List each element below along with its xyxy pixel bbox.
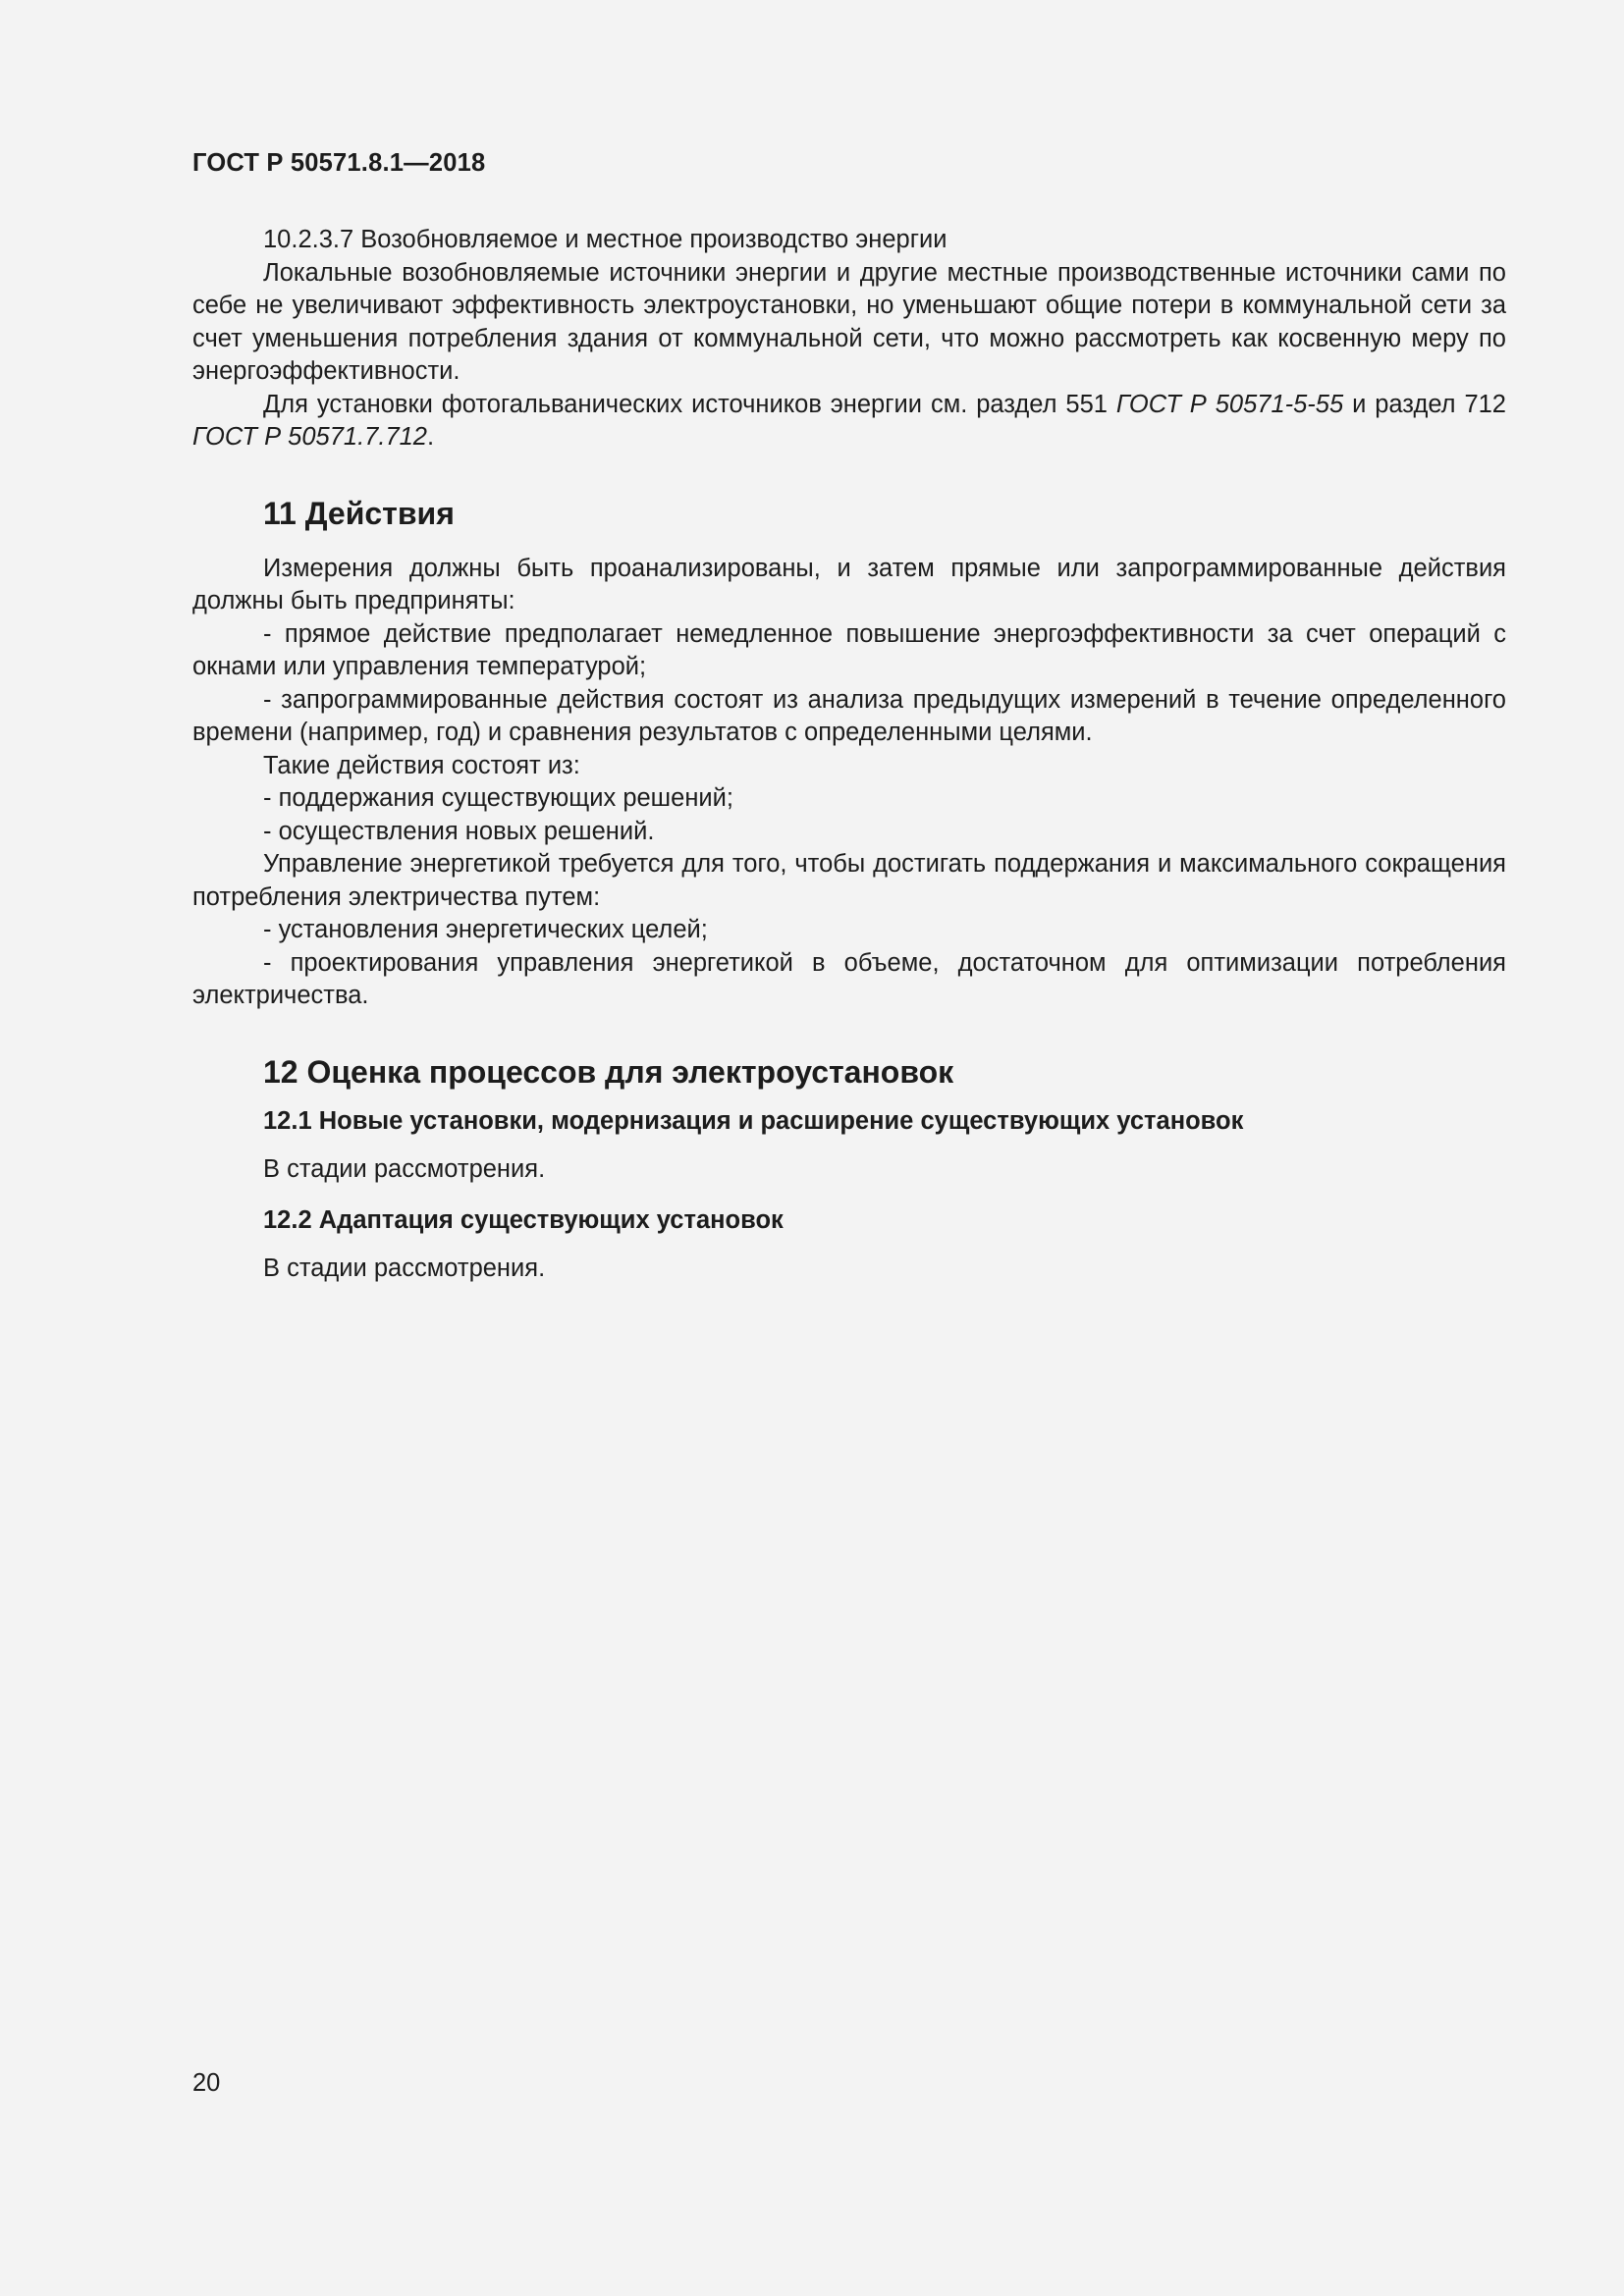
standard-reference: ГОСТ Р 50571-5-55 xyxy=(1115,390,1344,418)
page-number: 20 xyxy=(192,2069,221,2097)
page-body xyxy=(192,224,1506,1286)
list-item: - установления энергетических целей; xyxy=(263,916,708,943)
text-run: . xyxy=(427,423,435,451)
list-item: - осуществления новых решений. xyxy=(263,817,655,845)
list-item: - прямое действие предполагает немедленное повышение энергоэффективности за счет операций с окнами или управления температурой; xyxy=(192,619,1506,680)
section-12-2-heading: 12.2 Адаптация существующих установок xyxy=(263,1205,784,1234)
paragraph: Локальные возобновляемые источники энергии и другие местные производственные источники сами по себе не увеличивают эффективность электроустановки, но уменьшают общие потери в коммунальной сети за счет уменьшения потребления здания от коммунальной сети, что можно рассмотреть как косвенную меру по энергоэффективности. xyxy=(192,258,1506,385)
paragraph: В стадии рассмотрения. xyxy=(263,1255,546,1282)
section-11-heading: 11 Действия xyxy=(263,495,455,531)
paragraph: Измерения должны быть проанализированы, и затем прямые или запрограммированные действия должны быть предприняты: xyxy=(192,554,1506,614)
list-item: - проектирования управления энергетикой в объеме, достаточном для оптимизации потребления электричества. xyxy=(192,948,1506,1009)
section-10-2-3-7-title: 10.2.3.7 Возобновляемое и местное производство энергии xyxy=(263,226,947,253)
list-item: - поддержания существующих решений; xyxy=(263,784,733,812)
section-12-heading: 12 Оценка процессов для электроустановок xyxy=(263,1053,954,1090)
paragraph: Такие действия состоят из: xyxy=(263,751,580,779)
paragraph: В стадии рассмотрения. xyxy=(263,1155,546,1183)
text-run: и раздел 712 xyxy=(1343,390,1506,418)
paragraph-pv-reference xyxy=(192,389,1506,454)
paragraph: Управление энергетикой требуется для того, чтобы достигать поддержания и максимального сокращения потребления электричества путем: xyxy=(192,850,1506,911)
standard-reference: ГОСТ Р 50571.7.712 xyxy=(192,423,427,451)
text-run: Для установки фотогальванических источников энергии см. раздел 551 xyxy=(263,390,1116,418)
list-item: - запрограммированные действия состоят из анализа предыдущих измерений в течение определенного времени (например, год) и сравнения результатов с определенными целями. xyxy=(192,685,1506,746)
document-header: ГОСТ Р 50571.8.1—2018 xyxy=(192,149,486,177)
section-12-1-heading: 12.1 Новые установки, модернизация и расширение существующих установок xyxy=(263,1106,1244,1135)
